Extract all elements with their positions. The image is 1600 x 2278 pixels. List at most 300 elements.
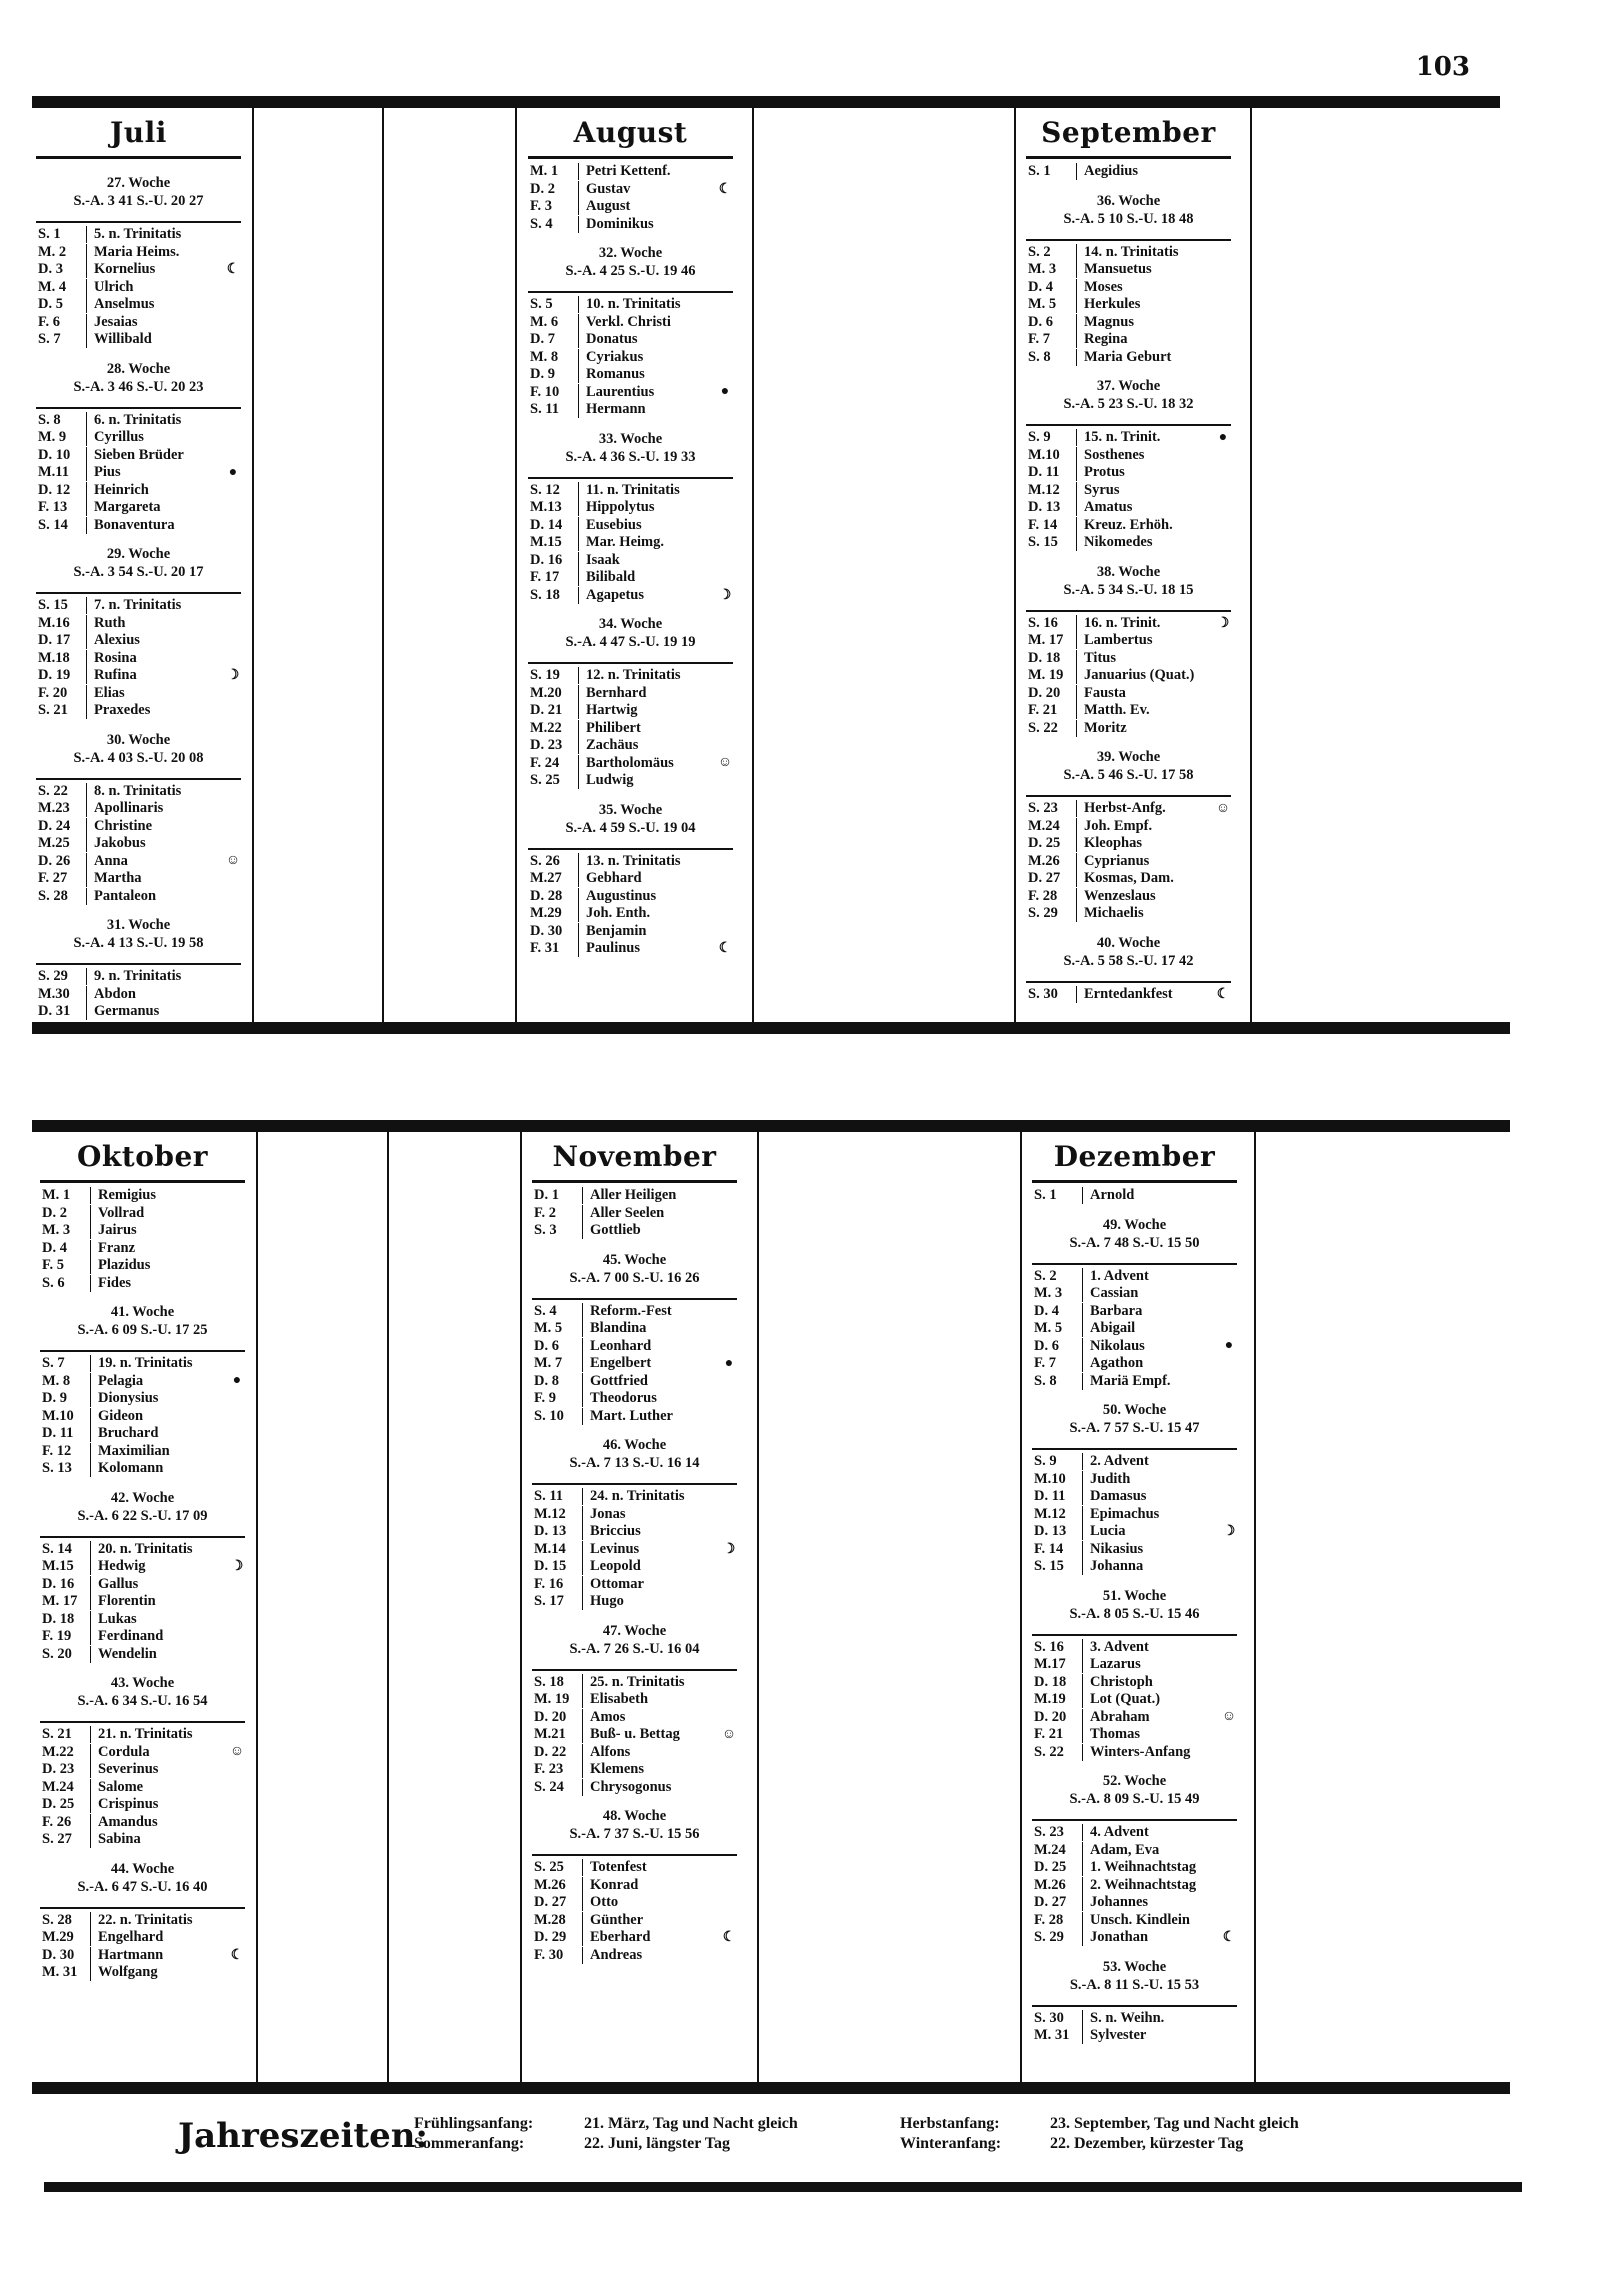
week-header [528,419,733,477]
day-row [532,1338,737,1356]
day-row [1026,447,1231,465]
sunrise-sunset: S.-A. 5 34 S.-U. 18 15 [1063,581,1194,598]
day-date: S. 12 [530,481,560,498]
day-name: Epimachus [1082,1506,1221,1523]
day-date: M. 4 [38,278,67,295]
day-date: F. 7 [1034,1355,1057,1372]
day-name: Erntedankfest [1076,986,1215,1003]
day-date: F. 27 [38,870,68,887]
day-date: M. 19 [1028,667,1064,684]
day-name: Arnold [1082,1187,1221,1204]
month-column [1032,1136,1237,2045]
day-row [532,1558,737,1576]
day-name: Florentin [90,1593,229,1610]
moon-phase-icon: ☺ [225,853,241,869]
season-text: 22. Dezember, kürzester Tag [1050,2135,1244,2152]
month-title-rule [1032,1180,1237,1183]
day-row [1032,1303,1237,1321]
day-row [40,1257,245,1275]
day-name: Joh. Empf. [1076,818,1215,835]
day-name: 22. n. Trinitatis [90,1912,229,1929]
day-name: Gottfried [582,1373,721,1390]
day-date: S. 9 [1028,429,1051,446]
day-name: Ferdinand [90,1628,229,1645]
day-name: Nikolaus [1082,1338,1221,1355]
day-name: Amos [582,1709,721,1726]
day-row [40,1947,245,1965]
day-row [40,1187,245,1205]
day-row [36,261,241,279]
day-date: M.10 [1028,446,1060,463]
day-name: Bruchard [90,1425,229,1442]
day-date: D. 2 [530,180,555,197]
day-name: Hugo [582,1593,721,1610]
day-row [528,853,733,871]
day-row [1026,349,1231,367]
week-label: 41. Woche [110,1304,175,1320]
moon-phase-icon: ☾ [226,262,240,278]
day-name: Michaelis [1076,905,1215,922]
month-title-rule [36,156,241,159]
day-name: Kornelius [86,261,225,278]
day-date: S. 2 [1028,243,1051,260]
day-name: Philibert [578,720,717,737]
week-header [1026,552,1231,610]
month-title-rule [1026,156,1231,159]
day-row [36,464,241,482]
day-date: M. 6 [530,313,559,330]
day-date: D. 7 [530,331,555,348]
day-name: Maximilian [90,1443,229,1460]
week-rule [1026,981,1231,983]
day-row [36,331,241,349]
day-name: Alexius [86,632,225,649]
day-date: D. 9 [42,1390,67,1407]
day-row [1026,163,1231,181]
day-name: Jesaias [86,314,225,331]
week-header [36,720,241,778]
separator [1250,108,1252,1022]
day-name: Chrysogonus [582,1779,721,1796]
day-row [36,226,241,244]
day-date: D. 5 [38,296,63,313]
day-row [1026,667,1231,685]
day-date: F. 20 [38,684,68,701]
day-row [532,1947,737,1965]
week-header [40,1478,245,1536]
day-date: F. 9 [534,1390,557,1407]
season-label: Sommeranfang: [414,2135,525,2152]
day-name: Moritz [1076,720,1215,737]
day-name: Paulinus [578,940,717,957]
day-date: D. 8 [534,1372,559,1389]
sunrise-sunset: S.-A. 4 36 S.-U. 19 33 [565,448,696,465]
day-date: F. 31 [530,940,560,957]
day-name: Rosina [86,650,225,667]
day-row [36,783,241,801]
day-name: Mart. Luther [582,1408,721,1425]
week-header [40,1849,245,1907]
day-date: M.14 [534,1540,566,1557]
day-row [1026,632,1231,650]
day-name: Herbst-Anfg. [1076,800,1215,817]
day-name: Wolfgang [90,1964,229,1981]
day-name: Ulrich [86,279,225,296]
day-row [532,1222,737,1240]
day-name: Eusebius [578,517,717,534]
day-date: S. 11 [530,401,560,418]
day-name: 2. Advent [1082,1453,1221,1470]
day-row [40,1205,245,1223]
day-name: Mansuetus [1076,261,1215,278]
week-label: 30. Woche [106,731,171,748]
day-name: Pius [86,464,225,481]
separator [387,1132,389,2082]
day-row [40,1408,245,1426]
sunrise-sunset: S.-A. 7 00 S.-U. 16 26 [569,1269,700,1286]
separator [1014,108,1016,1022]
day-name: Reform.-Fest [582,1303,721,1320]
top-rule-lower [32,1120,1510,1132]
day-name: Cordula [90,1744,229,1761]
day-name: Lukas [90,1611,229,1628]
day-date: S. 9 [1034,1453,1057,1470]
day-name: Johannes [1082,1894,1221,1911]
month-title: Oktober [76,1140,209,1173]
day-row [1032,1709,1237,1727]
day-row [1032,2010,1237,2028]
day-date: M.10 [1034,1470,1066,1487]
day-name: Bernhard [578,685,717,702]
day-date: M. 17 [1028,632,1064,649]
day-date: S. 28 [38,887,68,904]
week-label: 29. Woche [106,546,171,562]
day-row [528,667,733,685]
day-row [36,986,241,1004]
day-date: M.12 [1028,481,1060,498]
day-date: S. 6 [42,1274,65,1291]
day-date: S. 16 [1028,614,1058,631]
day-row [1026,905,1231,923]
moon-phase-icon: ● [1218,429,1228,445]
day-name: Lucia [1082,1523,1221,1540]
season-text: 21. März, Tag und Nacht gleich [584,2115,798,2132]
day-row [528,482,733,500]
day-name: Laurentius [578,384,717,401]
day-date: D. 26 [38,852,71,869]
day-date: M.12 [534,1505,566,1522]
day-date: D. 23 [42,1761,75,1778]
week-header [532,1240,737,1298]
day-row [532,1523,737,1541]
day-row [532,1187,737,1205]
day-date: D. 18 [1034,1673,1067,1690]
day-row [532,1761,737,1779]
separator [757,1132,759,2082]
day-date: M.22 [42,1743,74,1760]
day-row [40,1726,245,1744]
day-date: D. 25 [42,1796,75,1813]
day-name: 4. Advent [1082,1824,1221,1841]
week-rule [36,221,241,223]
day-date: S. 22 [1028,719,1058,736]
day-name: Dionysius [90,1390,229,1407]
day-date: F. 16 [534,1575,564,1592]
month-column [36,112,241,1021]
day-row [528,401,733,419]
day-date: M.26 [1028,852,1060,869]
day-date: S. 22 [38,782,68,799]
day-date: S. 18 [530,586,560,603]
day-name: Ludwig [578,772,717,789]
day-date: F. 28 [1034,1911,1064,1928]
sunrise-sunset: S.-A. 5 23 S.-U. 18 32 [1063,396,1194,412]
day-name: Moses [1076,279,1215,296]
day-date: D. 30 [530,922,563,939]
sunrise-sunset: S.-A. 3 41 S.-U. 20 27 [73,193,204,209]
day-row [1032,1744,1237,1762]
week-rule [1026,239,1231,241]
day-date: S. 27 [42,1831,72,1848]
day-name: Franz [90,1240,229,1257]
day-row [532,1488,737,1506]
day-date: M.26 [1034,1876,1066,1893]
day-name: 8. n. Trinitatis [86,783,225,800]
week-label: 44. Woche [110,1860,175,1877]
day-row [528,384,733,402]
day-row [40,1831,245,1849]
day-name: 20. n. Trinitatis [90,1541,229,1558]
day-row [532,1912,737,1930]
day-date: M.28 [534,1911,566,1928]
day-date: M. 1 [42,1187,71,1204]
day-row [532,1576,737,1594]
week-header [36,534,241,592]
day-row [1026,720,1231,738]
day-date: S. 1 [1034,1187,1057,1204]
day-date: M.22 [530,719,562,736]
day-row [36,1003,241,1021]
day-date: M. 2 [38,243,67,260]
day-row [1032,1842,1237,1860]
moon-phase-icon: ☺ [1221,1709,1237,1725]
seasons-title: Jahreszeiten: [178,2116,428,2156]
day-date: S. 10 [534,1407,564,1424]
day-name: Margareta [86,499,225,516]
day-row [1026,685,1231,703]
day-name: Winters-Anfang [1082,1744,1221,1761]
day-row [40,1373,245,1391]
week-rule [528,477,733,479]
day-row [1032,1488,1237,1506]
day-date: M. 3 [1028,261,1057,278]
day-name: Thomas [1082,1726,1221,1743]
day-name: Amatus [1076,499,1215,516]
day-date: D. 4 [42,1239,67,1256]
day-row [532,1691,737,1709]
day-date: S. 19 [530,667,560,684]
day-name: 9. n. Trinitatis [86,968,225,985]
day-date: S. 15 [1034,1558,1064,1575]
day-date: D. 20 [1028,684,1061,701]
day-name: Barbara [1082,1303,1221,1320]
day-row [528,314,733,332]
day-date: M.10 [42,1407,74,1424]
day-date: M.11 [38,464,70,481]
month-column [528,112,733,958]
day-row [40,1275,245,1293]
day-name: Bonaventura [86,517,225,534]
day-row [528,331,733,349]
moon-phase-icon: ● [232,1373,242,1389]
week-rule [532,1854,737,1856]
day-name: Lazarus [1082,1656,1221,1673]
day-date: S. 3 [534,1222,557,1239]
moon-phase-icon: ● [228,464,238,480]
day-date: F. 2 [534,1204,557,1221]
month-title-rule [528,156,733,159]
week-header [1026,366,1231,424]
month-title-rule [532,1180,737,1183]
day-name: Nikasius [1082,1541,1221,1558]
day-date: M. 1 [530,163,559,180]
month-column [1026,112,1231,1003]
day-name: 14. n. Trinitatis [1076,244,1215,261]
moon-phase-icon: ☽ [226,668,240,684]
week-label: 35. Woche [598,801,663,818]
week-label: 33. Woche [598,430,663,447]
day-row [36,429,241,447]
day-row [1026,615,1231,633]
day-name: Augustinus [578,888,717,905]
day-name: Fides [90,1275,229,1292]
day-date: D. 27 [534,1894,567,1911]
day-name: Januarius (Quat.) [1076,667,1215,684]
day-date: M.23 [38,800,70,817]
footer-rule [44,2182,1522,2192]
moon-phase-icon: ☾ [230,1947,244,1963]
day-row [1026,870,1231,888]
week-rule [528,848,733,850]
day-date: F. 28 [1028,887,1058,904]
day-date: S. 23 [1028,800,1058,817]
moon-phase-icon: ☽ [1216,615,1230,631]
day-name: 10. n. Trinitatis [578,296,717,313]
week-rule [532,1298,737,1300]
day-row [528,870,733,888]
week-header [36,905,241,963]
day-name: Gebhard [578,870,717,887]
day-row [36,279,241,297]
day-date: M.29 [530,905,562,922]
day-date: M. 3 [1034,1285,1063,1302]
day-name: 1. Weihnachtstag [1082,1859,1221,1876]
moon-phase-icon: ☽ [722,1541,736,1557]
day-date: S. 5 [530,296,553,313]
seasons-footer [178,2110,1478,2160]
day-row [528,534,733,552]
day-name: Apollinaris [86,800,225,817]
week-header [1026,923,1231,981]
day-name: Damasus [1082,1488,1221,1505]
week-label: 37. Woche [1096,378,1161,394]
day-row [36,650,241,668]
day-name: 2. Weihnachtstag [1082,1877,1221,1894]
day-row [528,163,733,181]
day-name: Judith [1082,1471,1221,1488]
day-name: 24. n. Trinitatis [582,1488,721,1505]
day-name: Dominikus [578,216,717,233]
top-rule-upper [32,96,1500,108]
day-row [1026,296,1231,314]
day-name: Cyrillus [86,429,225,446]
day-name: Christoph [1082,1674,1221,1691]
day-name: Kolomann [90,1460,229,1477]
day-date: S. 29 [38,968,68,985]
sunrise-sunset: S.-A. 3 46 S.-U. 20 23 [73,378,204,395]
day-row [1032,1523,1237,1541]
day-row [40,1779,245,1797]
day-name: Maria Geburt [1076,349,1215,366]
day-name: 25. n. Trinitatis [582,1674,721,1691]
day-date: D. 18 [42,1610,75,1627]
day-name: 5. n. Trinitatis [86,226,225,243]
week-rule [1032,2005,1237,2007]
season-label: Winteranfang: [900,2135,1002,2152]
day-date: D. 31 [38,1003,71,1020]
day-date: M. 5 [1034,1320,1063,1337]
month-column [40,1136,245,1982]
day-name: 21. n. Trinitatis [90,1726,229,1743]
week-header [1026,737,1231,795]
day-row [40,1929,245,1947]
week-header [40,1292,245,1350]
day-row [1032,1338,1237,1356]
day-row [1026,244,1231,262]
day-row [532,1877,737,1895]
day-name: Kleophas [1076,835,1215,852]
day-row [1026,279,1231,297]
week-label: 47. Woche [602,1622,667,1639]
day-name: Engelhard [90,1929,229,1946]
sunrise-sunset: S.-A. 6 22 S.-U. 17 09 [77,1507,208,1524]
week-label: 40. Woche [1096,934,1161,951]
day-name: Sabina [90,1831,229,1848]
day-row [1032,1912,1237,1930]
separator [1254,1132,1256,2082]
day-name: Syrus [1076,482,1215,499]
day-name: Ruth [86,615,225,632]
day-name: Jonathan [1082,1929,1221,1946]
seasons-right [900,2114,1299,2154]
day-date: M. 9 [38,429,67,446]
day-row [40,1443,245,1461]
day-date: S. 14 [42,1540,72,1557]
day-name: Gottlieb [582,1222,721,1239]
day-name: Adam, Eva [1082,1842,1221,1859]
day-row [1032,1268,1237,1286]
day-name: August [578,198,717,215]
day-row [36,314,241,332]
day-row [1032,1187,1237,1205]
day-date: M.19 [1034,1691,1066,1708]
day-date: S. 22 [1034,1743,1064,1760]
day-name: Konrad [582,1877,721,1894]
day-row [40,1460,245,1478]
week-header [528,604,733,662]
day-name: Anna [86,853,225,870]
day-date: S. 21 [38,702,68,719]
